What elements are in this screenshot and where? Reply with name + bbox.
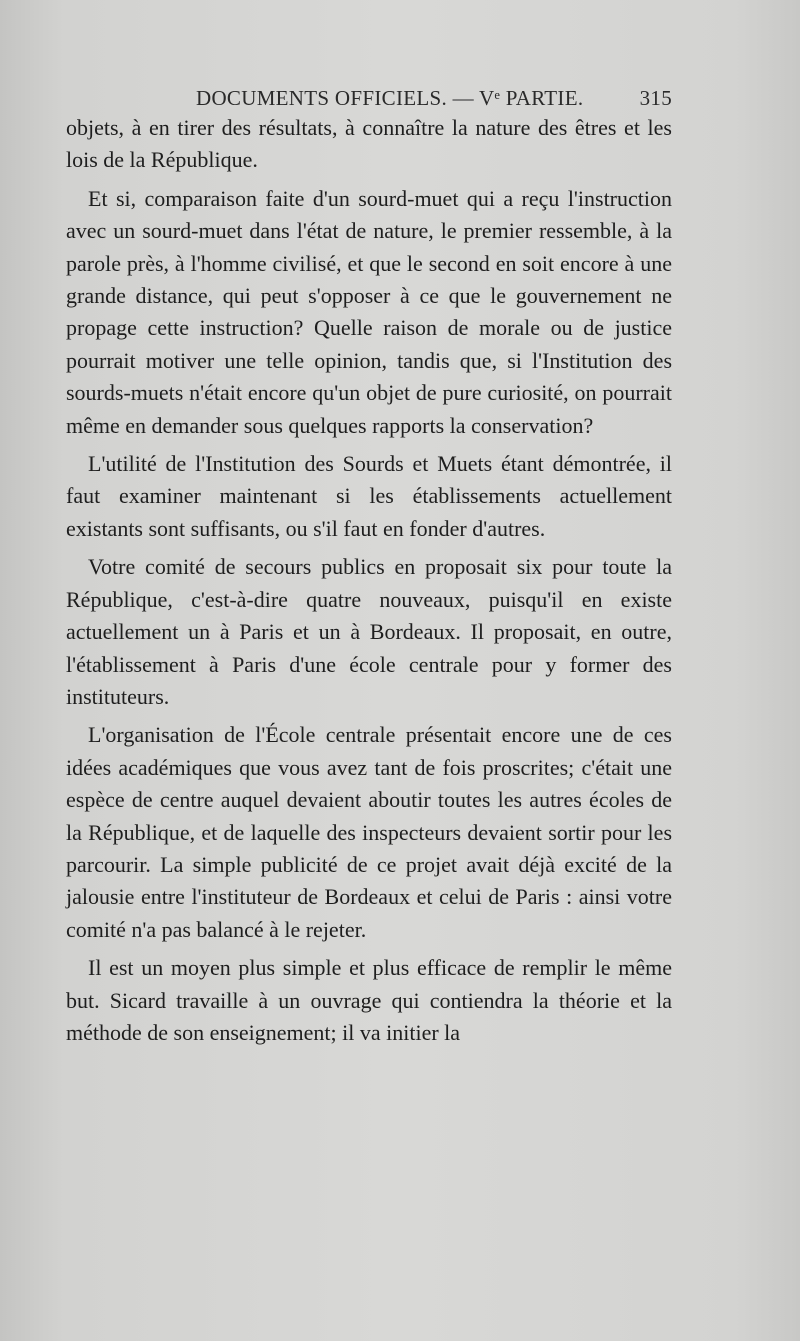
paragraph: Il est un moyen plus simple et plus efficace de remplir le même but. Sicard travaille à un ouvrage qui contiendra la théorie et la méthode de son enseignement; il va initier la	[66, 955, 672, 1045]
paragraph-continuation: objets, à en tirer des résultats, à connaître la nature des êtres et les lois de la République.	[66, 115, 672, 173]
paragraph: L'utilité de l'Institution des Sourds et Muets étant démontrée, il faut examiner maintenant si les établissements actuellement existants sont suffisants, ou s'il faut en fonder d'autres.	[66, 451, 672, 541]
paragraph: Et si, comparaison faite d'un sourd-muet qui a reçu l'instruction avec un sourd-muet dans l'état de nature, le premier ressemble, à la parole près, à l'homme civilisé, et que le second en soit encore à une grande distance, qui peut s'opposer à ce que le gouvernement ne propage cette instruction? Quelle raison de morale ou de justice pourrait motiver une telle opinion, tandis que, si l'Institution des sourds-muets n'était encore qu'un objet de pure curiosité, on pourrait même en demander sous quelques rapports la conservation?	[66, 185, 672, 438]
body-text	[66, 112, 672, 1055]
running-title: DOCUMENTS OFFICIELS. — Vᵉ PARTIE.	[196, 86, 584, 110]
paragraph: Votre comité de secours publics en proposait six pour toute la République, c'est-à-dire quatre nouveaux, puisqu'il en existe actuellement un à Paris et un à Bordeaux. Il proposait, en outre, l'établissement à Paris d'une école centrale pour y former des instituteurs.	[66, 554, 672, 709]
paragraph: L'organisation de l'École centrale présentait encore une de ces idées académiques que vous avez tant de fois proscrites; c'était une espèce de centre auquel devaient aboutir toutes les autres écoles de la République, et de laquelle des inspecteurs devaient sortir pour les parcourir. La simple publicité de ce projet avait déjà excité de la jalousie entre l'instituteur de Bordeaux et celui de Paris : ainsi votre comité n'a pas balancé à le rejeter.	[66, 722, 672, 942]
page-number: 315	[639, 86, 672, 110]
